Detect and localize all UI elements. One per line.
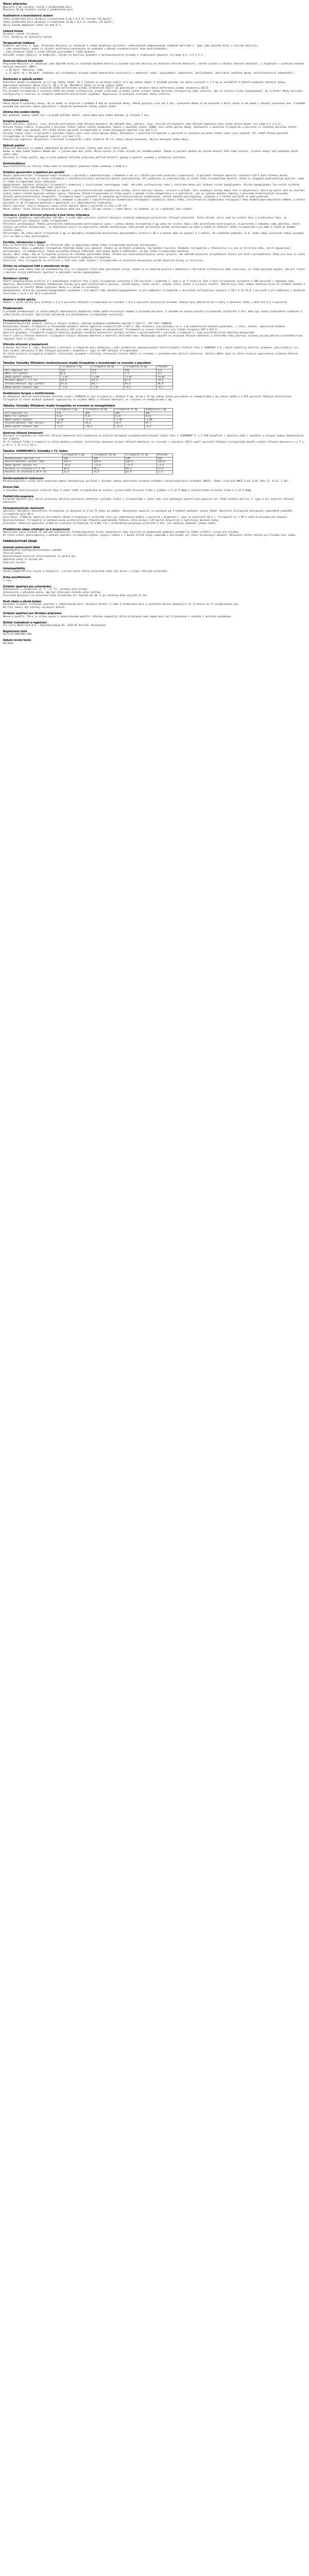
section-heading: Pediatrická populace <box>3 495 34 498</box>
paragraph-line: Jedno předplněné pero obsahuje tirzepatidum 10 mg v 0,5 ml roztoku (20 mg/ml). <box>3 21 114 24</box>
section-group-3 <box>3 432 306 447</box>
section-heading: Krevní tlak <box>3 486 19 489</box>
section-block <box>3 495 306 504</box>
paragraph-line: - jako monoterapie, pokud je užívání metforminu považováno za nevhodné z důvodu nesnášenlivosti nebo kontraindikací, <box>3 48 168 51</box>
section-block <box>3 612 306 618</box>
table-cell: Pacienti se snížením ≥ 20 % (%) <box>4 471 63 474</box>
table-cell: 104,8 <box>157 461 173 464</box>
table-cell: 86,8 <box>60 379 91 383</box>
section-block <box>3 600 306 609</box>
table-cell: Tirzepatid 5 mg <box>62 454 93 457</box>
paragraph-line: Uchovávejte v chladničce (2 °C – 8 °C). Chraňte před mrazem. <box>3 588 89 591</box>
paragraph-line: Den podávání jednou týdně lze v případě potřeby změnit, pokud doba mezi dvěma dávkami je alespoň 3 dny. <box>3 114 150 117</box>
paragraph-line: Starší pacienti: Jsou k dispozici pouze velmi omezené údaje u pacientů ve věku ≥ 85 let. <box>3 205 129 208</box>
paragraph-line: Uchovávejte v původním obalu, aby byl přípravek chráněn před světlem. <box>3 591 101 595</box>
table-cell: -6,2 <box>144 426 173 429</box>
table-cell <box>4 409 56 412</box>
paragraph-line: - jako přídavná léčba k jiným léčivým přípravkům k léčbě diabetu. <box>3 51 96 54</box>
paragraph-line: Farmakoterapeutická skupina: Léčiva k terapii diabetu, analoga glukagonu podobného peptidu 1 (GLP-1), ATC kód: A10BX16. <box>3 323 173 326</box>
section-block <box>3 567 306 573</box>
paragraph-line: Biotransformace: Tirzepatid je metabolizován proteolytickým štěpením peptidového řetězce, beta-oxidací C20 mastné dikyseliny a hydrolýzou amidové vazby. <box>3 519 220 522</box>
table-row <box>4 464 173 468</box>
paragraph-line: Těhotenství: Údaje o podávání tirzepatidu těhotným ženám jsou omezené. Studie na zvířatech prokázaly reprodukční toxicitu. Podávání tirzepatidu v těhotenství a u žen ve fertilním věku, které nepoužívají antikoncepci, se nedoporučuje. Pokud pacientka plánuje otěhotnět nebo pokud dojde k otěhotnění, má být léčba tirzepatidem ukončena. <box>3 247 293 253</box>
table-row <box>4 422 173 426</box>
paragraph-line: Diabetes mellitus 2. typu. Přípravek Mounjaro je indikován k léčbě dospělých pacientů s nedostatečně kompenzovaným diabetem mellitem 2. typu jako doplněk diety a fyzické aktivity: <box>3 45 259 48</box>
section-block <box>3 477 306 483</box>
table-row <box>4 386 173 389</box>
table-cell: -1,86 <box>144 418 173 422</box>
table-cell: 8,31 <box>84 415 114 419</box>
paragraph-line: Diabetes mellitus 2. typu: Bezpečnost a účinnost tirzepatidu byly hodnoceny v pěti globálních randomizovaných kontrolovaných studiích fáze 3 (SURPASS 1–5), které hodnotily kontrolu glykemie jako primární cíl. Tyto studie zahrnovaly 6 263 léčených pacientů s diabetem 2. typu (4 199 léčených tirzepatidem). <box>3 346 301 352</box>
table-cell: 7,9 <box>91 372 124 376</box>
paragraph-line: Voda pro injekci <box>3 561 26 564</box>
paragraph-line: Ve všech studiích tirzepatid prokázal statisticky významné a klinicky relevantní snížení HbA1c ve srovnání s placebem nebo aktivní kontrolou. Snížení HbA1c bylo ve všech studiích doprovázeno snížením tělesné hmotnosti. <box>3 352 300 359</box>
table-cell: Změna oproti výchozí (%) <box>4 464 63 468</box>
table-cell: Tělesná hmotnost (kg) výchozí <box>4 383 60 386</box>
paragraph-line: V placebem kontrolovaných studiích fáze 3 vedla léčba tirzepatidem ke snížení systolického krevního tlaku v průměru o 6 až 9 mmHg a diastolického krevního tlaku o 3 až 4 mmHg. <box>3 489 252 492</box>
paragraph-line: Dodekahydrát hydrogenfosforečnanu sodného <box>3 549 62 552</box>
table-cell: +0,04 <box>157 376 173 379</box>
table-cell: mITT populace (n) <box>4 412 56 415</box>
section-heading: Zvláštní populace <box>3 120 29 123</box>
table-cell: Tirzepatid 10 mg <box>84 409 114 412</box>
section-block <box>3 99 306 108</box>
table-cell: Tirzepatid 5 mg <box>60 366 91 369</box>
table-cell: 113 <box>157 369 173 372</box>
table-row <box>4 366 173 369</box>
table-row <box>4 369 173 372</box>
section-heading: FARMACEUTICKÉ ÚDAJE <box>3 540 37 544</box>
section-block <box>3 120 306 142</box>
table-cell: -21,4 <box>93 464 125 468</box>
paragraph-line: Chuť k jídlu a tělesná hmotnost: Tirzepatid snižuje tělesnou hmotnost a množství tělesného tuku. Mechanismy spojené se snížením tělesné hmotnosti a tělesného tuku zahrnují snížený příjem potravy prostřednictvím regulace chuti k jídlu. <box>3 334 304 341</box>
table-cell: -1,89 <box>91 376 124 379</box>
table-cell: Změna oproti výchozí <box>4 376 60 379</box>
paragraph-line: Čirý, bezbarvý až nažloutlý roztok. <box>3 36 53 39</box>
paragraph-line: Doporučené udržovací dávky jsou 5, 10 a 15 mg. Maximální dávka je 15 mg jednou týdně. <box>3 84 125 87</box>
paragraph-line: Gastrointestinální účinky: Tirzepatid je spojen s gastrointestinálními nežádoucími účinky, které zahrnují nauzeu, zvracení a průjem. Tyto nežádoucí účinky mohou vést k dehydrataci, která by mohla vést ke zhoršení funkce ledvin včetně akutního selhání ledvin. Pacienty léčené tirzepatidem je třeba poučit o možném riziku dehydratace a o opatřeních, jak se vyhnout deplěci tekutin a poruchám elektrolytové rovnováhy. <box>3 190 307 196</box>
table-cell: Tirzepatid 5 mg <box>56 409 84 412</box>
paragraph-line: Počáteční dávka tirzepatidu je 2,5 mg jednou týdně. Po 4 týdnech se má dávka zvýšit na 5 mg jednou týdně. V případě potřeby lze dávku zvyšovat o 2,5 mg po minimálně 4 týdnech podávání aktuální dávky. <box>3 81 287 84</box>
table-cell: 27,9 <box>157 467 173 471</box>
table-cell: -2,09 <box>56 418 84 422</box>
table-cell: -1,87 <box>60 376 91 379</box>
section-block <box>3 277 306 296</box>
paragraph-line: EU/1/22/1685/001-004 <box>3 633 32 636</box>
section-heading: Farmakokinetické vlastnosti <box>3 506 44 510</box>
paragraph-line: Dávka se může podat kdykoli během dne, s jídlem nebo bez jídla. Místa vpichu je třeba střídat při každém podání. Pokud si pacient podává do stejné oblasti těla také inzulin, injekce nemají být podávány těsně vedle sebe. <box>3 150 300 157</box>
paragraph-line: Výsledky studií týkající se kombinací, účinku na kontrolu glykemie a kardiovaskulární příhody a studovaných populací viz body 4.4, 4.5 a 5.1. <box>3 54 204 57</box>
paragraph-line: Hypoglykemie: Pacienti užívající tirzepatid v kombinaci s inzulinovými sekretagogy (např. deriváty sulfonylurey) nebo s inzulinem mohou mít zvýšené riziko hypoglykemie. Riziko hypoglykemie lze snížit snížením dávky inzulinového sekretagogu nebo inzulinu. <box>3 183 301 190</box>
paragraph-line: Diabetická retinopatie: Tirzepatid nebyl studován u pacientů s neproliferativní diabetickou retinopatií vyžadující akutní léčbu, proliferativní diabetickou retinopatií nebo diabetickým makulárním edémem. U těchto pacientů se má tirzepatid používat s opatrností a s odpovídajícím sledováním. <box>3 199 307 205</box>
section-heading: Zvláštní upozornění a opatření pro použití <box>3 171 64 175</box>
table-cell: HbA1c (%) výchozí <box>4 372 60 376</box>
table-caption: Tabulka: Výsledky 40týdenní studie tirzepatidu ve srovnání se semaglutidem <box>3 404 115 408</box>
table-cell: 105,8 <box>93 461 125 464</box>
paragraph-line: Souhrn bezpečnostního profilu: V 7 dokončených studiích fáze 3 bylo tirzepatidu vystaveno 5 119 pacientů s diabetem 2. typu a ve 4 studiích fáze 3 bylo tirzepatidu vystaveno 4 200 pacientů s nadváhou nebo obezitou. Nejčastěji hlášenými nežádoucími účinky byly gastrointestinální poruchy, včetně nauzey (velmi časté), průjmu (velmi časté) a zvracení (časté). Obecně byly tyto reakce většinou mírné až středně závažné a vyskytovaly se častěji během zvyšování dávky a s časem se snižovaly. <box>3 280 307 290</box>
section-heading: Kombinační terapie s metforminem <box>3 392 55 396</box>
paragraph-line: Ve 40týdenní aktivně kontrolované otevřené studii (SURPASS-2) byl tirzepatid v dávkách 5 mg, 10 mg a 15 mg jednou týdně porovnáván se semaglutidem 1 mg jednou týdně u 1 879 pacientů léčených metforminem. <box>3 395 293 398</box>
results-table-1 <box>3 362 306 390</box>
paragraph-line: Tirzepatid zpomaluje vyprazdňování žaludku, a proto může ovlivnit rychlost absorpce současně podávaných perorálních léčivých přípravků. Tento účinek, který vede ke snížení Cmax a prodloužení tmax, je nejvýraznější při zahájení léčby tirzepatidem. <box>3 217 288 223</box>
section-heading: Způsob podání <box>3 144 25 147</box>
section-block <box>3 486 306 492</box>
table-cell: 8,0 <box>60 372 91 376</box>
table-cell: Randomizovaní pacienti (n) <box>4 457 63 461</box>
table-cell: 96,3 <box>125 467 157 471</box>
table-caption: Tabulka: SURMOUNT-1: Výsledky v 72. týdnu <box>3 449 68 453</box>
paragraph-line: Pokud dojde k vynechání dávky, má se podat co nejdříve v průběhu 4 dnů od vynechané dávky. Pokud uplynuly více než 4 dny, vynechaná dávka se má vynechat a další dávka se má podat v obvyklý plánovaný den. V každém případě pak pacienti mohou pokračovat v obvyklém dávkovacím režimu jednou týdně. <box>3 102 307 108</box>
table-cell: 121 <box>60 369 91 372</box>
paragraph-line: Mounjaro 5 mg injekční roztok v předplněném peru <box>3 6 72 9</box>
table-cell: 469 <box>114 412 145 415</box>
table-row <box>4 415 173 419</box>
section-heading: Kontrola tělesné hmotnosti <box>3 431 43 435</box>
table-cell: 469 <box>84 412 114 415</box>
section-block <box>3 540 306 544</box>
table-cell: Změna oproti výchozí <box>4 418 56 422</box>
table-cell: Semaglutid 1 mg <box>144 409 173 412</box>
paragraph-line: Pediatrická populace: Bezpečnost a účinnost tirzepatidu u dětí mladších 18 let nebyla dosud stanovena. Nejsou dostupné žádné údaje. <box>3 138 190 141</box>
table-cell: 92,5 <box>56 422 84 426</box>
table-cell: Placebo <box>157 454 173 457</box>
table-row <box>4 454 173 457</box>
table-row <box>4 383 173 386</box>
paragraph-line: Přípravek Mounjaro je indikován jako doplněk diety se sníženým obsahem kalorií a zvýšené fyzické aktivity ke kontrole tělesné hmotnosti, včetně snížení a udržení tělesné hmotnosti, u dospělých s výchozím indexem tělesné hmotnosti (BMI): <box>3 63 305 69</box>
table-cell: 87,9 <box>124 379 157 383</box>
section-heading: Farmakodynamické vlastnosti <box>3 319 46 323</box>
paragraph-line: - ≥ 27 kg/m² až < 30 kg/m² (nadváha) při přítomnosti alespoň jedné komorbidity související s hmotností (např. dysglykemie, hypertenze, dyslipidemie, obstrukční spánková apnoe, kardiovaskulární onemocnění). <box>3 72 295 75</box>
section-block <box>3 3 306 12</box>
section-block <box>3 30 306 39</box>
table-cell: 89,4 <box>62 467 93 471</box>
table-cell: 8,24 <box>144 415 173 419</box>
table-cell: HbA1c (%) výchozí <box>4 415 56 419</box>
table-cell: 468 <box>144 412 173 415</box>
table-cell: Tělesná hmotnost (kg) výchozí <box>4 422 56 426</box>
section-block <box>3 171 306 211</box>
table-cell: Tělesná hmotnost výchozí (kg) <box>4 461 63 464</box>
paragraph-line: Hypersenzitivita na léčivou látku nebo na kteroukoli pomocnou látku uvedenou v bodě 6.1. <box>3 165 129 168</box>
table-cell: 120 <box>124 369 157 372</box>
paragraph-line: Injekční roztok (injekce). <box>3 33 40 36</box>
section-block <box>3 42 306 57</box>
paragraph-line: 09/2024 <box>3 642 13 645</box>
paragraph-line: Návod k použití: Pero je určeno pouze k jednorázovému použití. Všechen nepoužitý léčivý přípravek nebo odpad musí být zlikvidován v souladu s místními požadavky. <box>3 615 233 618</box>
paragraph-line: Pacienty je třeba poučit, aby si před podáním léčivého přípravku pečlivě přečetli pokyny k použití uvedené v příbalové informaci. <box>3 157 187 159</box>
paragraph-line: Na trhu nemusí být všechny velikosti balení. <box>3 606 66 609</box>
paragraph-line: Chlorid sodný <box>3 552 22 555</box>
table-cell: -2,46 <box>114 418 145 422</box>
section-block <box>3 307 306 316</box>
paragraph-line: Eliminace: Zdánlivá populační průměrná clearance tirzepatidu je 0,061 l/h s eliminačním poločasem přibližně 5 dní, což umožňuje podávání jednou týdně. <box>3 522 217 526</box>
table-cell: 87,0 <box>60 383 91 386</box>
paragraph-line: Eli Lilly Nederland B.V., Papendorpseweg 83, 3528 BJ Utrecht, Nizozemsko <box>3 624 106 628</box>
section-heading: Kontrola tělesné hmotnosti <box>3 59 43 63</box>
table-cell: 96,2 <box>93 467 125 471</box>
table-cell: 85,9 <box>124 383 157 386</box>
table-cell: -12,4 <box>114 426 145 429</box>
paragraph-line: Studie kompatibility nejsou k dispozici, a proto tento léčivý přípravek nesmí být mísen s jinými léčivými přípravky. <box>3 570 168 573</box>
paragraph-line: - ≥ 30 kg/m² (obezita), nebo <box>3 69 43 72</box>
paragraph-line: Tirzepatid nemá žádný nebo má zanedbatelný vliv na schopnost řídit nebo obsluhovat stroje. Pokud se tirzepatid používá v kombinaci s derivátem sulfonylurey nebo inzulinem, je třeba pacienty poučit, aby při řízení a obsluze strojů dodržovali opatření k zabránění vzniku hypoglykemie. <box>3 268 307 274</box>
table-cell: Tirzepatid 10 mg <box>91 366 124 369</box>
paragraph-line: Po 72 týdnech léčby tirzepatid ve všech dávkách prokázal statisticky významné snížení tělesné hmotnosti ve srovnání s placebem. Větší podíl pacientů léčených tirzepatidem dosáhl snížení tělesné hmotnosti o ≥ 5 %, ≥ 10 %, ≥ 15 % a ≥ 20 %. <box>3 440 307 447</box>
table-row <box>4 376 173 379</box>
data-table <box>3 408 173 429</box>
paragraph-line: Obsah sodíku: Tento léčivý přípravek obsahuje méně než 1 mmol (23 mg) sodíku v jedné dávce, to znamená, že je v podstatě „bez sodíku“. <box>3 208 194 211</box>
table-row <box>4 426 173 429</box>
section-block <box>3 585 306 598</box>
section-heading: Kardiovaskulární hodnocení <box>3 477 44 480</box>
table-cell: Tirzepatid 10 mg <box>93 454 125 457</box>
section-heading: Dávkování a způsob podání <box>3 78 43 81</box>
document-page <box>0 0 309 651</box>
table-caption: Tabulka: Výsledky 40týdenní randomizované studie tirzepatidu v monoterapii ve srovnání s placebem <box>3 361 151 365</box>
paragraph-line: Reakce v místě vpichu byly hlášeny u 3,2 % pacientů léčených tirzepatidem ve srovnání s 0,4 % pacientů užívajících placebo. Reakce byly obecně mírné a vedly k ukončení léčby u méně než 0,1 % pacientů. <box>3 301 288 304</box>
table-cell: 102,9 <box>62 461 93 464</box>
table-cell <box>4 454 63 457</box>
section-block <box>3 621 306 628</box>
table-row <box>4 467 173 471</box>
table-row <box>4 409 173 412</box>
data-table <box>3 453 173 474</box>
section-block <box>3 265 306 274</box>
table-cell: 55,5 <box>93 471 125 474</box>
table-cell: 19,6 <box>157 379 173 383</box>
table-row <box>4 457 173 461</box>
table-row <box>4 379 173 383</box>
table-cell: 1,3 <box>157 471 173 474</box>
table-cell: mITT populace (n) <box>4 369 60 372</box>
paragraph-line: Při přidání tirzepatidu k současné léčbě derivátem sulfonylurey a/nebo inzulinem je možné zvážit snížení dávky derivátu sulfonylurey nebo inzulinu, aby se snížilo riziko hypoglykemie. Ke zjištění dávky derivátu sulfonylurey a inzulinu je nezbytné samostatné monitorování glykemie. Doporučuje se postupné snižování dávky inzulinu. <box>3 90 304 96</box>
paragraph-line: Perorální antikoncepce: Podání perorálního kombinovaného kontraceptiva spolu s jednou dávkou tirzepatidu 5 mg vedlo ke snížení Cmax a AUC perorálního kontraceptiva. U pacientek s nadváhou nebo obezitou, které užívají perorální antikoncepci, se doporučuje přejít na neperorální metodu antikoncepce nebo přidat bariérovou metodu antikoncepce po dobu 4 týdnů po zahájení léčby tirzepatidem a po dobu 4 týdnů po každém zvýšení dávky. <box>3 223 301 232</box>
table-cell: -7,8 <box>91 386 124 389</box>
table-cell: 93,7 <box>144 422 173 426</box>
section-heading: Inkompatibility <box>3 567 25 570</box>
section-block <box>3 546 306 565</box>
table-cell: -0,7 <box>157 386 173 389</box>
paragraph-line: Kontrola glykemie: Tirzepatid zlepšuje kontrolu glykemie snížením koncentrací glukózy nalačno a postprandiálně u pacientů s diabetem 2. typu prostřednictvím několika mechanismů. <box>3 331 255 334</box>
section-block <box>3 298 306 304</box>
paragraph-line: Akutní pankreatitida: Tirzepatid nebyl studován u pacientů s pankreatitidou v anamnéze a má se u těchto pacientů používat s opatrností. U pacientů léčených agonisty receptoru GLP-1 byla hlášena akutní pankreatitida. Pacienty je nutné informovat o charakteristických příznacích akutní pankreatitidy. Při podezření na pankreatitidu je nutné léčbu tirzepatidem ukončit. Pokud se diagnóza pankreatitidy potvrdí, nemá se léčba tirzepatidem znovu zahajovat. <box>3 174 305 183</box>
table-row <box>4 412 173 415</box>
section-heading: Zvláštní opatření pro uchovávání <box>3 585 52 588</box>
paragraph-line: V případě předávkování je nutné zahájit odpovídající podpůrnou léčbu podle klinických známek a příznaků pacienta. S ohledem na dlouhý poločas tirzepatidu (přibližně 5 dní) může být nutné prodloužené sledování a léčba těchto příznaků. Specifické antidotum pro předávkování tirzepatidem neexistuje. <box>3 310 304 316</box>
paragraph-line: Úplný seznam pomocných látek viz bod 6.1. <box>3 24 62 27</box>
table-cell: Změna oproti výchozí (kg) <box>4 426 56 429</box>
section-block <box>3 162 306 168</box>
paragraph-line: Distribuce: Průměrný zdánlivý distribuční objem tirzepatidu v ustáleném stavu po subkutánním podání u pacientů s diabetem 2. typu je přibližně 10,3 l. Tirzepatid se z 99 % váže na plazmatický albumin. <box>3 516 288 519</box>
section-heading: Druh obalu a obsah balení <box>3 600 41 603</box>
section-block <box>3 507 306 526</box>
table-cell: Pacienti se snížením ≥ 5 % (%) <box>4 467 63 471</box>
section-heading: Klinická účinnost a bezpečnost <box>3 343 48 347</box>
paragraph-line: Účinnost tirzepatidu při kontrole tělesné hmotnosti byla hodnocena ve dvojitě zaslepené placebem kontrolované studii fáze 3 (SURMOUNT-1) u 2 539 dospělých s obezitou nebo s nadváhou a alespoň jednou komorbiditou bez diabetu. <box>3 435 305 441</box>
table-cell: 8,1 <box>157 372 173 376</box>
section-block <box>3 111 306 117</box>
table-row <box>4 461 173 464</box>
table-cell: Tirzepatid 15 mg <box>124 366 157 369</box>
section-block <box>3 639 306 645</box>
paragraph-line: Kardiovaskulární riziko bylo hodnoceno pomocí metaanalýzy pacientů s alespoň jednou potvrzenou závažnou nežádoucí kardiovaskulární příhodou (MACE). Poměr rizik pro MACE-4 byl 0,81 (95% CI: 0,52; 1,26). <box>3 480 289 483</box>
paragraph-line: Závažné gastrointestinální onemocnění: Tirzepatid nebyl u pacientů se závažným gastrointestinálním onemocněním, včetně závažné gastroparézy, studován a u těchto pacientů se nemá používat. <box>3 196 270 199</box>
table-cell: 94,8 <box>84 422 114 426</box>
section-group-4 <box>3 477 306 646</box>
section-heading: Doba použitelnosti <box>3 576 31 580</box>
table-cell: 643 <box>157 457 173 461</box>
table-cell: -7,0 <box>60 386 91 389</box>
section-block <box>3 432 306 447</box>
paragraph-line: Hypoglykemie: Klinicky významná hypoglykemie (glykemie < 3,0 mmol/l nebo závažná hypoglykemie) se při kombinaci tirzepatidu s derivátem sulfonylurey vyskytla u 10,1 % až 14,0 % pacientů a při kombinaci s bazálním inzulinem u 14,0 % až 19,3 % pacientů. <box>3 290 307 295</box>
section-heading: Seznam pomocných látek <box>3 546 40 549</box>
table-cell: Změna oproti výchozí (kg) <box>4 386 60 389</box>
paragraph-line: Tirzepatid ve všech dávkách prokázal superioritu ve snížení HbA1c a tělesné hmotnosti ve srovnání se semaglutidem 1 mg. <box>3 398 173 401</box>
paragraph-line: Porucha funkce ledvin: U pacientů s poruchou funkce ledvin včetně onemocnění ledvin v konečném stadiu (ESRD) není nutná úprava dávky. Zkušenosti s použitím tirzepatidu u pacientů se závažnou poruchou funkce ledvin a ESRD jsou omezené. Při léčbě těchto pacientů tirzepatidem je třeba postupovat opatrně (viz bod 5.2). <box>3 126 298 132</box>
section-heading: Držitel rozhodnutí o registraci <box>3 621 47 624</box>
section-block <box>3 60 306 75</box>
table-cell: 8,33 <box>56 415 84 419</box>
section-heading: Datum revize textu <box>3 639 31 642</box>
section-block <box>3 343 306 359</box>
table-cell: -2,07 <box>124 376 157 379</box>
paragraph-line: Hydroxid sodný (k úpravě pH) <box>3 558 43 561</box>
paragraph-line: Neklinické údaje získané na základě konvenčních farmakologických studií bezpečnosti nebo toxicity po opakovaném podávání neodhalily žádné zvláštní riziko pro člověka. <box>3 531 240 534</box>
section-heading: Kontraindikace <box>3 162 25 165</box>
section-heading: Vynechané dávky <box>3 99 29 103</box>
section-block <box>3 14 306 27</box>
section-heading: Léková forma <box>3 29 23 33</box>
table-cell: Placebo <box>157 366 173 369</box>
paragraph-line: Evropská agentura pro léčivé přípravky odložila povinnost předložit výsledky studií s tirzepatidem u jedné nebo více podskupin pediatrické populace při léčbě diabetu mellitu 2. typu a při kontrole tělesné hmotnosti. <box>3 498 295 504</box>
table-row <box>4 418 173 422</box>
section-block <box>3 241 306 263</box>
section-heading: Předávkování <box>3 307 23 311</box>
section-heading: Terapeutické indikace <box>3 41 35 45</box>
section-heading: Zvláštní opatření pro likvidaci přípravku <box>3 612 62 616</box>
table-cell: -7,8 <box>56 426 84 429</box>
paragraph-line: Přípravek Mounjaro se podává subkutánně do oblasti břicha, stehna nebo horní části paže. <box>3 147 129 150</box>
section-heading: Nežádoucí účinky <box>3 277 29 280</box>
section-block <box>3 319 306 341</box>
table-row <box>4 372 173 376</box>
paragraph-line: Porucha funkce jater: U pacientů s poruchou funkce jater není nutná úprava dávky. Zkušenosti s použitím tirzepatidu u pacientů se závažnou poruchou funkce jater jsou omezené. Při léčbě těchto pacientů tirzepatidem je třeba postupovat opatrně (viz bod 5.2). <box>3 132 289 138</box>
table-cell: 636 <box>93 457 125 461</box>
paragraph-line: Skleněná injekční stříkačka uzavřená v jednorázovém peru. Velikost balení: 2 nebo 4 předplněná pera a vícečetné balení obsahující 12 (3 balení po 4) předplněných per. <box>3 603 240 606</box>
table-cell: Tirzepatid 15 mg <box>114 409 145 412</box>
section-block <box>3 214 306 239</box>
table-cell: Pacienti HbA1c < 7 % (%) <box>4 379 60 383</box>
section-block <box>3 630 306 636</box>
table-cell: Tirzepatid 15 mg <box>125 454 157 457</box>
table-cell: -9,5 <box>124 386 157 389</box>
paragraph-line: Ženy ve fertilním věku: Ženám ve fertilním věku se doporučuje během léčby tirzepatidem používat antikoncepci. <box>3 244 159 247</box>
paragraph-line: Jedno předplněné pero obsahuje tirzepatidum 5 mg v 0,5 ml roztoku (10 mg/ml). <box>3 18 113 21</box>
data-table <box>3 365 173 389</box>
table-cell <box>4 366 60 369</box>
table-cell: 470 <box>56 412 84 415</box>
section-heading: Předklinické údaje vztahující se k bezpečnosti <box>3 528 70 531</box>
table-cell: 91,5 <box>91 379 124 383</box>
table-cell: 84,4 <box>157 383 173 386</box>
paragraph-line: 2 roky <box>3 579 12 582</box>
paragraph-line: Starší pacienti, pohlaví, rasa, etnická příslušnost nebo tělesná hmotnost: Na základě věku, pohlaví, rasy, etnické příslušnosti nebo tělesné hmotnosti není nutná úprava dávky (viz body 5.1 a 5.2). <box>3 123 283 126</box>
table-cell: -2,4 <box>157 464 173 468</box>
table-cell: 62,9 <box>125 471 157 474</box>
section-group-2 <box>3 392 306 401</box>
section-heading: Účinky na schopnost řídit a obsluhovat stroje <box>3 265 70 268</box>
table-cell: -16,0 <box>62 464 93 468</box>
section-block <box>3 392 306 401</box>
section-heading: Registrační číslo <box>3 630 27 633</box>
table-cell: 93,8 <box>114 422 145 426</box>
results-table-3 <box>3 450 306 474</box>
section-block <box>3 528 306 537</box>
paragraph-line: Kojení: Není známo, zda se tirzepatid vylučuje do lidského mateřského mléka. Riziko pro novorozence/kojence nelze vyloučit. Na základě posouzení prospěšnosti kojení pro dítě a prospěšnosti léčby pro ženu je nutno rozhodnout, zda přerušit kojení, nebo ukončit/přerušit podávání tirzepatidu. <box>3 253 307 259</box>
paragraph-line: Přípravek Mounjaro lze uchovávat mimo chladničku při teplotě do 30 °C po celkovou dobu nejvýše 21 dní. <box>3 594 149 597</box>
table-cell: 85,7 <box>91 383 124 386</box>
table-cell: 121 <box>91 369 124 372</box>
section-heading: Kvalitativní a kvantitativní složení <box>3 14 53 18</box>
table-cell: 630 <box>125 457 157 461</box>
paragraph-line: Mounjaro 10 mg injekční roztok v předplněném peru <box>3 9 73 12</box>
section-heading: Název přípravku <box>3 3 27 6</box>
table-row <box>4 471 173 474</box>
paragraph-line: Při přidání tirzepatidu k současné léčbě metforminem a/nebo inhibitorem SGLT2 lze pokračovat v aktuální dávce metforminu a/nebo inhibitoru SGLT2. <box>3 87 210 90</box>
paragraph-line: Paracetamol: Po jedné dávce tirzepatidu 5 mg se maximální plazmatická koncentrace paracetamolu snížila o 50 % a medián tmax se opozdil o 1 hodinu. Po souběžném podávání ve 4. týdnu nebyl pozorován žádný významný vliv na Cmax a tmax paracetamolu. <box>3 232 305 238</box>
section-block <box>3 576 306 582</box>
table-cell: -22,5 <box>125 464 157 468</box>
table-cell: 7,9 <box>124 372 157 376</box>
paragraph-line: Absorpce: Maximální koncentrace tirzepatidu je dosaženo za 8 až 72 hodin po podání. Rovnovážné expozice je dosaženo po 4 týdnech podávání jednou týdně. Absolutní biologická dostupnost subkutánně podaného tirzepatidu byla 80 %. <box>3 510 294 516</box>
section-group-1 <box>3 3 306 359</box>
paragraph-line: Ve 2leté studii kancerogenity u potkanů způsobil tirzepatid zvýšení výskytu tumorů z C-buněk štítné žlázy (adenomů a karcinomů) při všech testovaných dávkách. Relevance těchto nálezů pro člověka není známa. <box>3 534 297 537</box>
paragraph-line: Koncentrovaná kyselina chlorovodíková (k úpravě pH) <box>3 555 76 558</box>
table-cell: -10,3 <box>84 426 114 429</box>
section-heading: Reakce v místě vpichu <box>3 298 36 301</box>
section-block <box>3 78 306 96</box>
section-heading: Změna dne podání dávky <box>3 111 40 114</box>
section-block <box>3 144 306 160</box>
results-table-2 <box>3 404 306 429</box>
table-cell: 8,25 <box>114 415 145 419</box>
section-heading: Interakce s jinými léčivými přípravky a jiné formy interakce <box>3 213 90 217</box>
table-cell: 630 <box>62 457 93 461</box>
paragraph-line: Fertilita: Vliv tirzepatidu na fertilitu u lidí není znám. Studie s tirzepatidem na zvířatech nenaznačují přímé škodlivé účinky na fertilitu. <box>3 259 204 262</box>
table-cell: 105,6 <box>125 461 157 464</box>
paragraph-line: Mechanismus účinku: Tirzepatid je dlouhodobě působící duální agonista receptorů GIP a GLP-1. Oba receptory jsou přítomny na α- a β-endokrinních buňkách pankreatu, v srdci, cévách, imunitních buňkách (leukocytech), střevech a ledvinách. Receptory GIP jsou také přítomny na adipocytech. Tirzepatid je vysoce selektivní pro lidské receptory GIP a GLP-1. <box>3 325 287 331</box>
table-cell: -2,37 <box>84 418 114 422</box>
section-heading: Fertilita, těhotenství a kojení <box>3 241 46 244</box>
table-cell: 31,6 <box>62 471 93 474</box>
